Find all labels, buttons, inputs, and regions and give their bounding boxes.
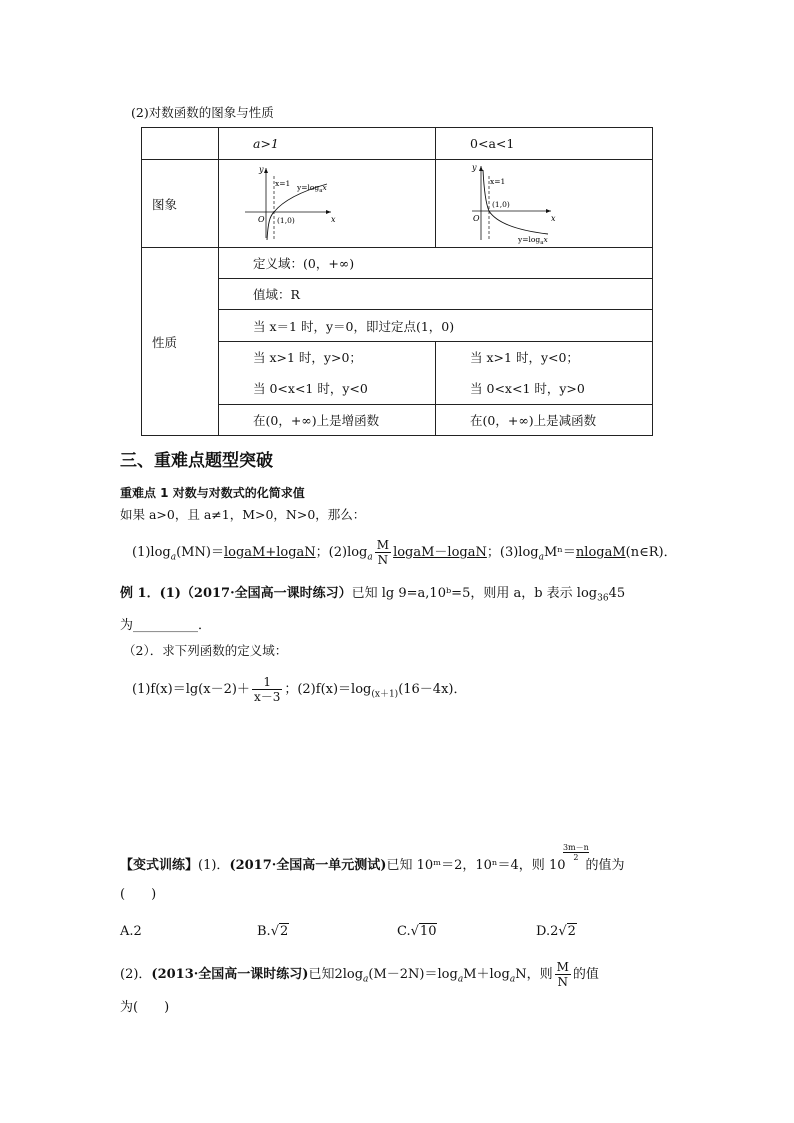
- ratio-fraction: $\frac{M}{N}$: [556, 960, 569, 989]
- header-a-lt-1: 0<a<1: [436, 128, 653, 160]
- log-graph-increasing: [219, 160, 436, 244]
- axis-x-label: x: [331, 215, 336, 224]
- fixed-point-cell: 当 x＝1 时，y＝0，即过定点(1，0): [219, 310, 653, 342]
- origin-label: O: [473, 214, 480, 223]
- mono-decreasing-cell: 在(0，+∞)上是减函数: [436, 405, 653, 436]
- option-d: D.2√2: [536, 924, 576, 939]
- range-cell: 值域：R: [219, 279, 653, 310]
- variant-q2-line: (2)．(2013·全国高一课时练习)已知$2\log_a(M-2N)=\log_aM+\log_aN$，则 $\frac{M}{N}$ 的值: [120, 960, 599, 989]
- y-axis-arrow: [264, 168, 268, 173]
- origin-label: O: [258, 215, 265, 224]
- example-1-blank: 为__________．: [120, 618, 212, 633]
- variant-q1-line: 【变式训练】(1)．(2017·全国高一单元测试)已知 10ᵐ＝2，10ⁿ＝4，则 10 3m－n 2 的值为: [120, 843, 625, 873]
- sign-increasing-cell: [219, 342, 436, 405]
- option-c: C.√10: [397, 924, 437, 939]
- log-graph-decreasing: [436, 160, 680, 244]
- sqrt-icon: √10: [410, 924, 437, 939]
- header-a-gt-1: a>1: [219, 128, 436, 160]
- x1-label: x=1: [275, 179, 291, 188]
- example-1-line: 例 1．(1)（2017·全国高一课时练习）已知 lg 9=a,10ᵇ=5，则用 a，b 表示 $\log_{36}45$: [120, 586, 626, 604]
- function-fraction: $\frac{1}{x-3}$: [253, 675, 281, 704]
- log-formula-line: $(1)\log_a(MN)=logaM+logaN$；$(2)\log_a$ $\frac{M}{N}$ logaM－logaN；$(3)\log_aM^n=nlogaM(n\in R)$．: [132, 538, 677, 567]
- mono-increasing-cell: 在(0，+∞)上是增函数: [219, 405, 436, 436]
- sign-line: 当 0<x<1 时，y>0: [470, 381, 585, 396]
- example-1-functions: (1)f(x)＝lg(x－2)＋ $\frac{1}{x-3}$ ；$(2)f(x)=\log_{(x+1)}(16-4x)$．: [132, 675, 467, 704]
- variant-q2-line2: 为( ): [120, 1000, 170, 1015]
- axis-y-label: y: [472, 163, 477, 172]
- row-label-graph: 图象: [142, 160, 219, 248]
- option-b: B.√2: [257, 924, 289, 939]
- power-expression: 10 3m－n 2: [548, 843, 589, 873]
- section-title: (2)对数函数的图象与性质: [131, 105, 274, 120]
- key-point-condition: 如果 a>0，且 a≠1，M>0，N>0，那么：: [120, 507, 366, 522]
- heading-breakthrough: 三、重难点题型突破: [120, 451, 273, 471]
- axis-x-label: x: [551, 214, 556, 223]
- power-exponent: 3m－n 2: [562, 843, 589, 862]
- sign-line: 当 0<x<1 时，y<0: [253, 381, 368, 396]
- x-axis-arrow: [326, 210, 331, 214]
- domain-cell: 定义域：(0，+∞): [219, 248, 653, 279]
- x1-label: x=1: [490, 177, 506, 186]
- log-function-table: [141, 127, 653, 436]
- graph-increasing-cell: [219, 160, 436, 248]
- table-corner: [142, 128, 219, 160]
- y-axis-arrow: [479, 166, 483, 171]
- x-axis-arrow: [546, 209, 551, 213]
- example-1-part2: （2）．求下列函数的定义域：: [123, 643, 288, 658]
- curve-label: $y=\log_ax$: [297, 183, 327, 194]
- axis-y-label: y: [259, 165, 264, 174]
- option-a: A.2: [120, 924, 142, 939]
- graph-decreasing-cell: [436, 160, 653, 248]
- sign-decreasing-cell: [436, 342, 653, 405]
- sqrt-icon: √2: [270, 924, 289, 939]
- point-label: (1,0): [492, 200, 510, 209]
- sqrt-icon: √2: [558, 924, 576, 939]
- formula-fraction: $\frac{M}{N}$: [376, 538, 390, 567]
- row-label-properties: 性质: [142, 248, 219, 436]
- curve-label: $y=\log_ax$: [518, 235, 548, 244]
- key-point-title: 重难点 1 对数与对数式的化简求值: [120, 486, 305, 500]
- sign-line: 当 x>1 时，y>0；: [253, 350, 362, 365]
- sign-line: 当 x>1 时，y<0；: [470, 350, 579, 365]
- point-label: (1,0): [277, 216, 295, 225]
- variant-q1-paren: ( ): [120, 887, 157, 902]
